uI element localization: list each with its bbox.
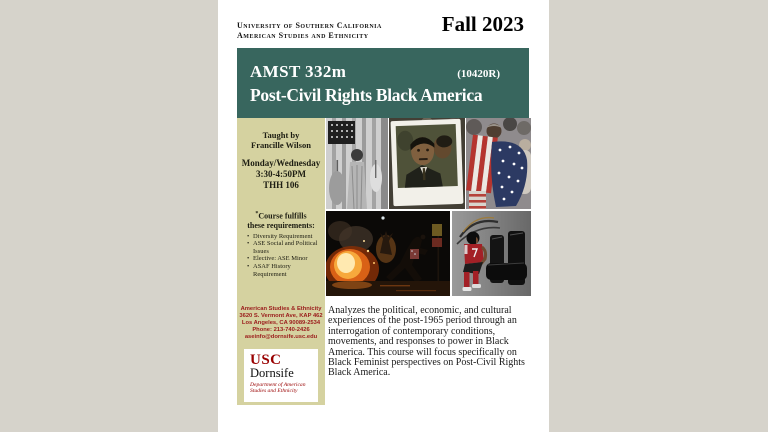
course-code: AMST 332m bbox=[250, 62, 347, 81]
section-number: (10420R) bbox=[457, 68, 500, 80]
usc-wordmark: USC bbox=[250, 352, 282, 368]
contact-email: aseinfo@dornsife.usc.edu bbox=[244, 334, 318, 340]
american-gothic-flag-photo bbox=[326, 118, 388, 209]
logo-department-lines: Department of American Studies and Ethnicity bbox=[250, 382, 306, 395]
meeting-time: 3:30-4:50PM bbox=[256, 169, 306, 179]
usc-dornsife-logo bbox=[244, 349, 318, 402]
requirements-heading: *Course fulfills these requirements: bbox=[247, 211, 315, 230]
contact-block bbox=[237, 306, 325, 341]
contact-address1: 3620 S. Vermont Ave, KAP 462 bbox=[239, 313, 323, 319]
contact-address2: Los Angeles, CA 90089-2534 bbox=[241, 320, 321, 326]
course-title: Post-Civil Rights Black America bbox=[250, 85, 483, 105]
course-description: Analyzes the political, economic, and cultural experiences of the post-1965 period through an interrogation of contemporary conditions, movements, and responses to power in Black America. This course will focus specifically on Black Feminist perspectives on Post-Civil Rights Black America. bbox=[328, 305, 525, 379]
university-header bbox=[237, 21, 382, 41]
kneeling-athlete-artwork bbox=[452, 211, 531, 296]
footnote-mark: * bbox=[255, 211, 259, 217]
contact-dept: American Studies & Ethnicity bbox=[240, 306, 322, 312]
instructor-block bbox=[237, 130, 325, 150]
taught-by-label: Taught by bbox=[262, 130, 300, 140]
protest-fire-photo bbox=[326, 211, 450, 296]
university-name: University of Southern California bbox=[237, 21, 382, 30]
meeting-days: Monday/Wednesday bbox=[241, 158, 321, 168]
course-title-banner bbox=[237, 48, 529, 118]
requirement-item: • Diversity Requirement bbox=[246, 233, 321, 241]
department-name: American Studies and Ethnicity bbox=[237, 31, 369, 40]
flag-draped-elder-photo bbox=[466, 118, 531, 209]
requirements-list bbox=[246, 233, 321, 279]
dornsife-wordmark: Dornsife bbox=[250, 366, 294, 380]
requirement-item: • ASE Social and Political Issues bbox=[246, 240, 321, 255]
requirement-item: • Elective: ASE Minor bbox=[246, 255, 321, 263]
polaroid-portrait-photo bbox=[389, 118, 465, 209]
meeting-room: THH 106 bbox=[263, 180, 299, 190]
schedule-block bbox=[237, 158, 325, 191]
semester-label: Fall 2023 bbox=[441, 12, 524, 36]
instructor-name: Francille Wilson bbox=[251, 140, 311, 150]
requirement-item: • ASAF History Requirement bbox=[246, 263, 321, 278]
flyer-page bbox=[218, 0, 549, 432]
info-sidebar bbox=[237, 118, 325, 405]
contact-phone: Phone: 213-740-2426 bbox=[252, 327, 310, 333]
requirements-block bbox=[237, 210, 325, 278]
